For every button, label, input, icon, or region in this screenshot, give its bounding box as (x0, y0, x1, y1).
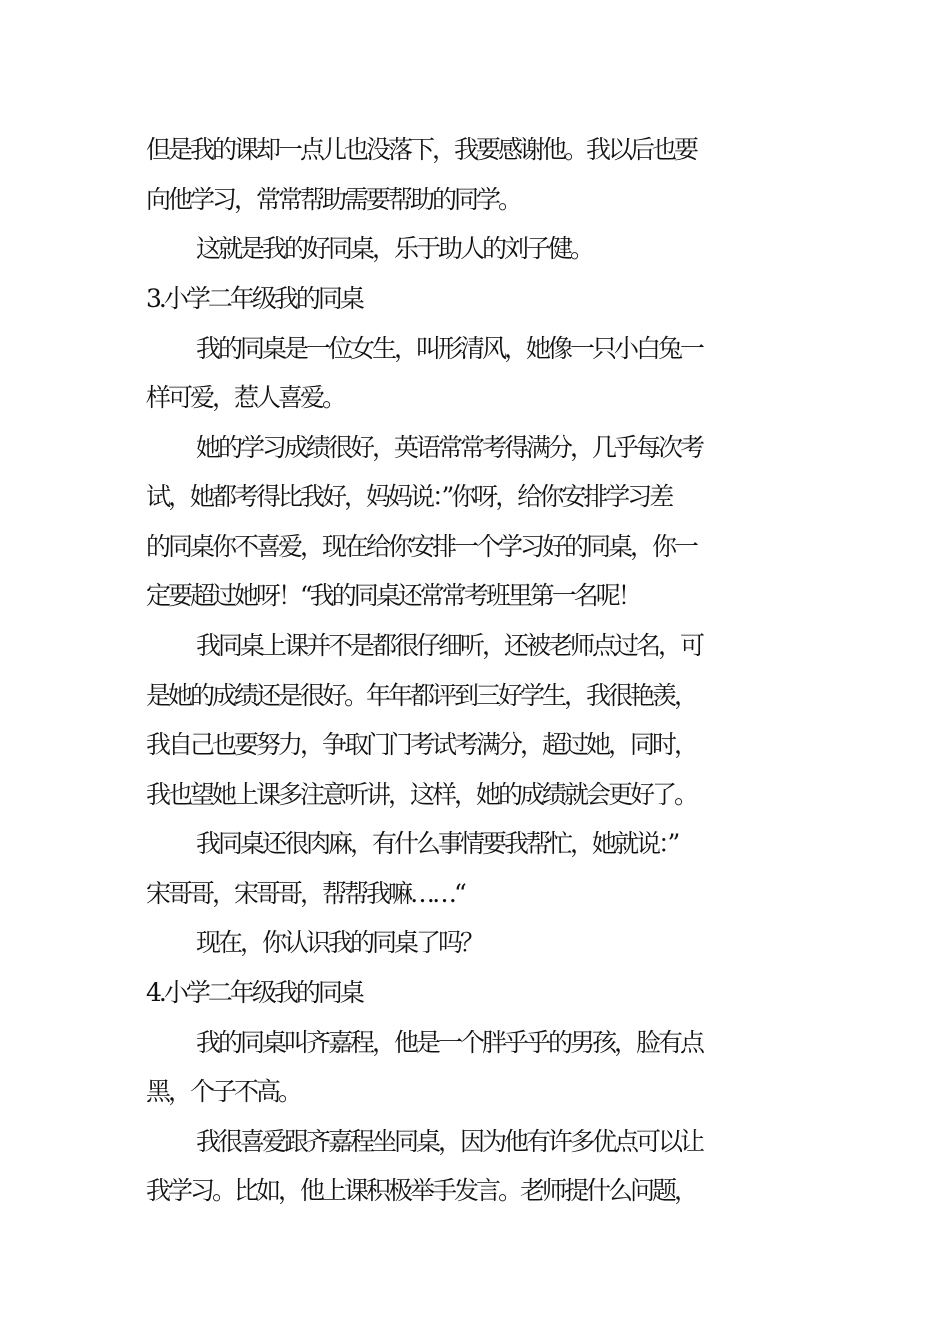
text-line: 试，她都考得比我好，妈妈说：”你呀，给你安排学习差 (146, 482, 672, 511)
text-line: 现在，你认识我的同桌了吗？ (196, 928, 483, 957)
text-line: 我自己也要努力，争取门门考试考满分，超过她，同时， (146, 730, 697, 759)
text-line: 定要超过她呀！“我的同桌还常常考班里第一名呢！ (146, 581, 640, 610)
text-line: 这就是我的好同桌，乐于助人的刘子健。 (196, 234, 593, 263)
text-line: 我的同桌叫齐嘉程，他是一个胖乎乎的男孩，脸有点 (196, 1028, 703, 1057)
text-line: 是她的成绩还是很好。年年都评到三好学生，我很艳羡， (146, 681, 697, 710)
text-line: 但是我的课却一点儿也没落下，我要感谢他。我以后也要 (146, 135, 697, 164)
text-line: 黑，个子不高。 (146, 1077, 301, 1106)
section-heading: 3.小学二年级我的同桌 (146, 284, 362, 313)
text-line: 的同桌你不喜爱，现在给你安排一个学习好的同桌，你一 (146, 532, 697, 561)
text-line: 我也望她上课多注意听讲，这样，她的成绩就会更好了。 (146, 780, 697, 809)
text-line: 宋哥哥，宋哥哥，帮帮我嘛……“ (146, 879, 464, 908)
text-line: 我同桌还很肉麻，有什么事情要我帮忙，她就说：” (196, 829, 678, 858)
text-line: 样可爱，惹人喜爱。 (146, 383, 345, 412)
text-line: 我同桌上课并不是都很仔细听，还被老师点过名，可 (196, 631, 703, 660)
section-heading: 4.小学二年级我的同桌 (146, 978, 362, 1007)
text-line: 向他学习，常常帮助需要帮助的同学。 (146, 185, 521, 214)
text-line: 我很喜爱跟齐嘉程坐同桌，因为他有许多优点可以让 (196, 1127, 703, 1156)
text-line: 我学习。比如，他上课积极举手发言。老师提什么问题， (146, 1176, 697, 1205)
text-line: 她的学习成绩很好，英语常常考得满分，几乎每次考 (196, 433, 703, 462)
text-line: 我的同桌是一位女生，叫形清风，她像一只小白兔一 (196, 334, 703, 363)
